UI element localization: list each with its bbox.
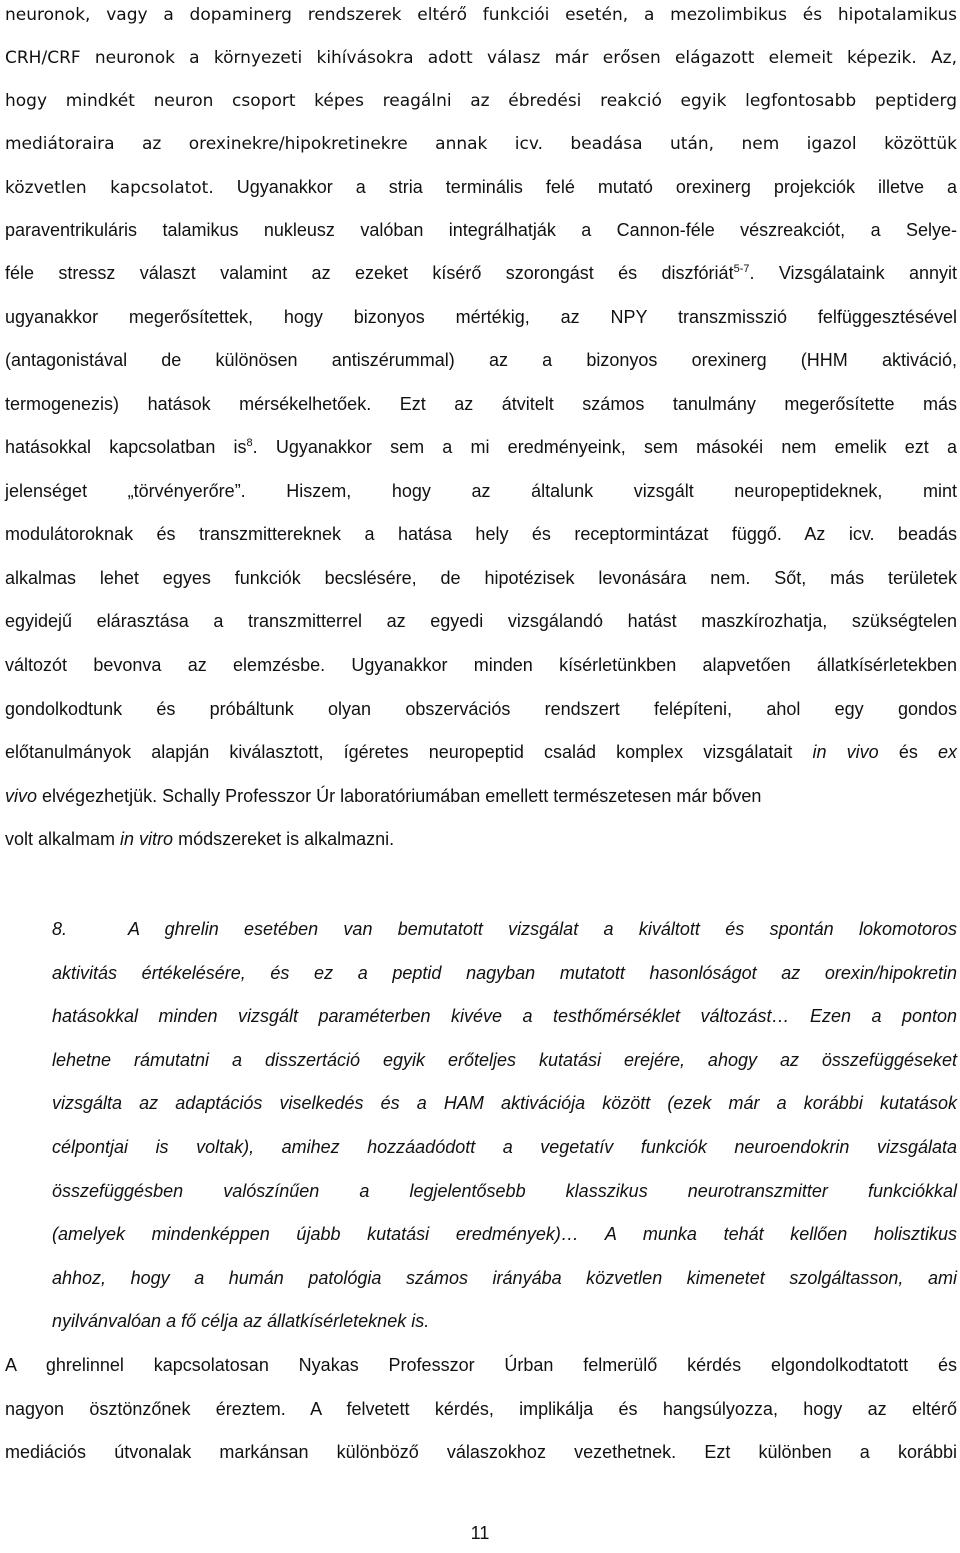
text-line [5,174,957,200]
text-span: elvégezhetjük. Schally Professzor Úr laboratóriumában emellett természetesen már bőven [42,786,762,806]
text-span: féle stressz választ valamint az ezeket kísérő szorongást és diszfóriát [5,263,734,283]
text-line [5,434,957,460]
text-line: nagyon ösztönzőnek éreztem. A felvetett kérdés, implikálja és hangsúlyozza, hogy az eltérő [5,1399,957,1419]
text-span: módszereket is alkalmazni. [178,829,395,849]
text-span: volt alkalmam [5,829,116,849]
numbered-item-line: (amelyek mindenképpen újabb kutatási eredmények)… A munka tehát kellően holisztikus [52,1224,957,1244]
text-line [5,739,957,765]
text-line: mediációs útvonalak markánsan különböző válaszokhoz vezethetnek. Ezt különben a korábbi [5,1442,957,1462]
text-line: paraventrikuláris talamikus nukleusz valóban integrálhatják a Cannon-féle vészreakciót, a Selye- [5,220,957,240]
text-line: A ghrelinnel kapcsolatosan Nyakas Professzor Úrban felmerülő kérdés elgondolkodtatott és [5,1355,957,1375]
text-line: gondolkodtunk és próbáltunk olyan obszervációs rendszert felépíteni, ahol egy gondos [5,699,957,719]
page-number: 11 [470,1523,490,1543]
text-line: jelenséget „törvényerőre”. Hiszem, hogy az általunk vizsgált neuropeptideknek, mint [5,481,957,501]
italic-term: in vitro [120,829,174,849]
text-line: neuronok, vagy a dopaminerg rendszerek eltérő funkciói esetén, a mezolimbikus és hipotalamikus [5,5,957,25]
text-span: . Ugyanakkor sem a mi eredményeink, sem másokéi nem emelik ezt a [252,437,957,457]
text-line: egyidejű elárasztása a transzmitterrel az egyedi vizsgálandó hatást maszkírozhatja, szükségtelen [5,611,957,631]
text-line: modulátoroknak és transzmittereknek a hatása hely és receptormintázat függő. Az icv. beadás [5,524,957,544]
text-line: mediátoraira az orexinekre/hipokretinekre annak icv. beadása után, nem igazol közöttük [5,134,957,154]
numbered-item-line: hatásokkal minden vizsgált paraméterben kivéve a testhőmérséklet változást… Ezen a ponton [52,1006,957,1026]
numbered-item-line: célpontjai is voltak), amihez hozzáadódott a vegetatív funkciók neuroendokrin vizsgálata [52,1137,957,1157]
italic-term: vivo [5,786,38,806]
numbered-item-line: A ghrelin esetében van bemutatott vizsgálat a kiváltott és spontán lokomotoros [128,919,957,939]
citation-superscript: 5-7 [733,263,750,275]
text-span: Ugyanakkor a stria terminális felé mutató orexinerg projekciók illetve a [236,177,957,197]
numbered-item-line: összefüggésben valószínűen a legjelentősebb klasszikus neurotranszmitter funkciókkal [52,1181,957,1201]
numbered-item-line: nyilvánvalóan a fő célja az állatkísérleteknek is. [52,1311,430,1331]
text-line: változót bevonva az elemzésbe. Ugyanakkor minden kísérletünkben alapvetően állatkísérletekben [5,655,957,675]
text-span: és [898,742,918,762]
item-number: 8. [52,919,68,939]
text-line: (antagonistával de különösen antiszérummal) az a bizonyos orexinerg (HHM aktiváció, [5,350,957,370]
numbered-item-line: lehetne rámutatni a disszertáció egyik erőteljes kutatási erejére, ahogy az összefüggéseket [52,1050,957,1070]
italic-term: ex [937,742,957,762]
text-span: . Vizsgálataink annyit [749,263,957,283]
text-span: előtanulmányok alapján kiválasztott, ígéretes neuropeptid család komplex vizsgálatait [5,742,793,762]
italic-term: in vivo [812,742,879,762]
text-span: közvetlen kapcsolatot. [5,178,214,198]
numbered-item-line: ahhoz, hogy a humán patológia számos irányába közvetlen kimenetet szolgáltasson, ami [52,1268,957,1288]
text-line: ugyanakkor megerősítettek, hogy bizonyos mértékig, az NPY transzmisszió felfüggesztésével [5,307,957,327]
numbered-item-line: aktivitás értékelésére, és ez a peptid nagyban mutatott hasonlóságot az orexin/hipokretin [52,963,957,983]
text-line: alkalmas lehet egyes funkciók becslésére, de hipotézisek levonására nem. Sőt, más területek [5,568,957,588]
text-line [5,783,957,809]
text-line: termogenezis) hatások mérsékelhetőek. Ezt az átvitelt számos tanulmány megerősítette más [5,394,957,414]
text-line: CRH/CRF neuronok a környezeti kihívásokra adott válasz már erősen elágazott elemeit képezik. Az, [5,48,957,68]
text-line [5,826,957,852]
text-line [5,260,957,286]
text-span: hatásokkal kapcsolatban is [5,437,247,457]
citation-superscript: 8 [246,437,253,449]
numbered-item-line: vizsgálta az adaptációs viselkedés és a HAM aktivációja között (ezek már a korábbi kutatások [52,1093,957,1113]
text-line: hogy mindkét neuron csoport képes reagálni az ébredési reakció egyik legfontosabb peptiderg [5,91,957,111]
